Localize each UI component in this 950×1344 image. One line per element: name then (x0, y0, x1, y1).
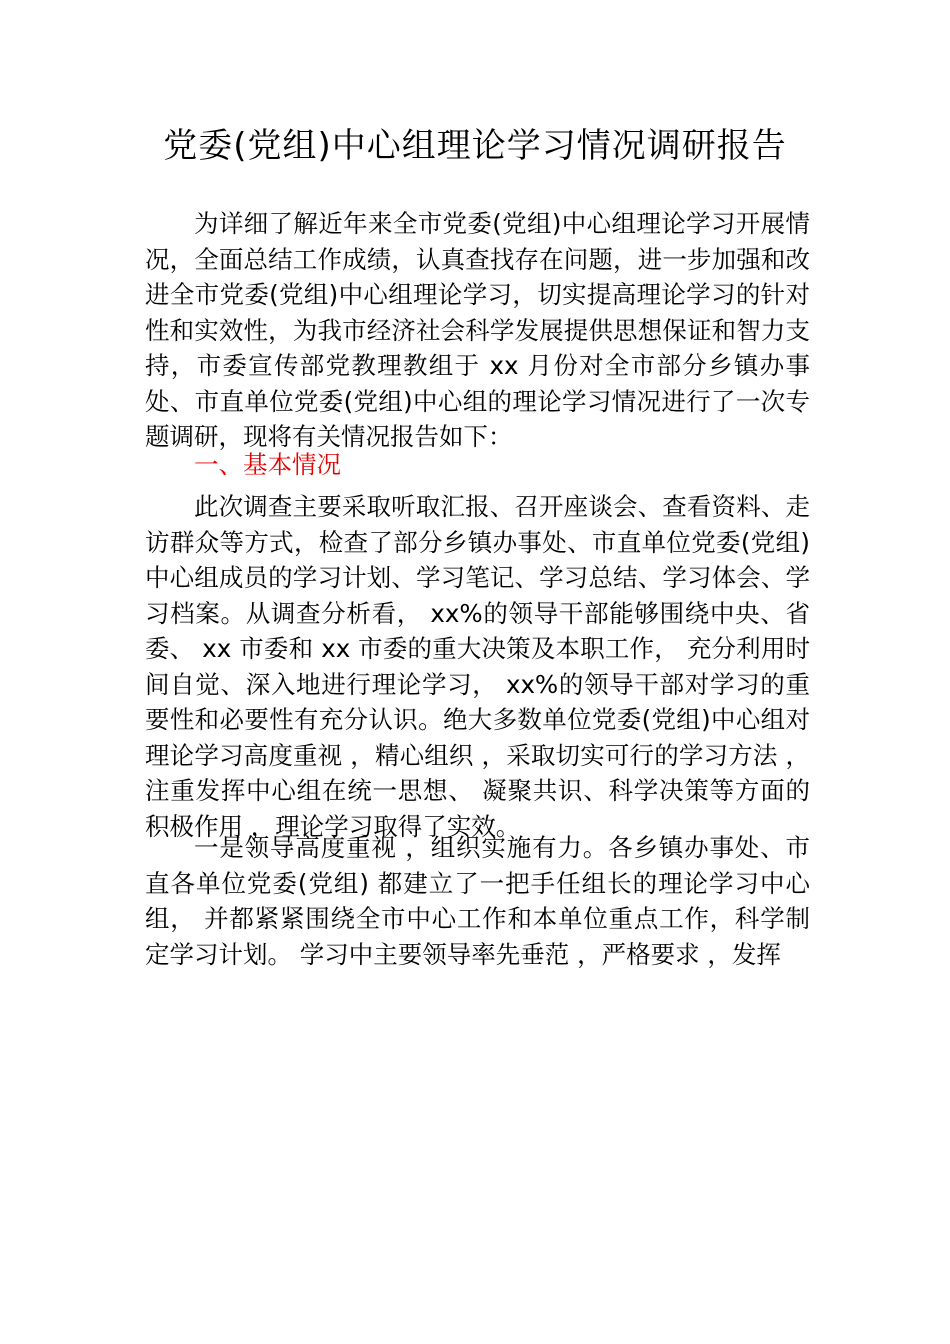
document-title: 党委(党组)中心组理论学习情况调研报告 (163, 126, 787, 166)
section-heading-basic-situation: 一、基本情况 (194, 450, 341, 479)
intro-paragraph: 为详细了解近年来全市党委(党组)中心组理论学习开展情况，全面总结工作成绩，认真查找存在问题，进一步加强和改进全市党委(党组)中心组理论学习，切实提高理论学习的针对性和实效性，为我市经济社会科学发展提供思想保证和智力支持，市委宣传部党教理教组于 xx 月份对全市部分乡镇办事处、市直单位党委(党组)中心组的理论学习情况进行了一次专题调研，现将有关情况报告如下： (145, 209, 810, 451)
basic-situation-paragraph: 此次调查主要采取听取汇报、召开座谈会、查看资料、走访群众等方式，检查了部分乡镇办事处、市直单位党委(党组)中心组成员的学习计划、学习笔记、学习总结、学习体会、学习档案。从调查分析看， xx%的领导干部能够围绕中央、省委、 xx 市委和 xx 市委的重大决策及本职工作， 充分利用时间自觉、深入地进行理论学习， xx%的领导干部对学习的重要性和必要性有充分认识。绝大多数单位党委(党组)中心组对理论学习高度重视 ，精心组织 ，采取切实可行的学习方法 ，注重发挥中心组在统一思想、 凝聚共识、科学决策等方面的积极作用 ，理论学习取得了实效。 (145, 492, 810, 841)
leadership-paragraph: 一是领导高度重视 ，组织实施有力。各乡镇办事处、市直各单位党委(党组) 都建立了一把手任组长的理论学习中心组， 并都紧紧围绕全市中心工作和本单位重点工作，科学制定学习计划。 学习中主要领导率先垂范 ，严格要求 ，发挥 (145, 833, 810, 969)
